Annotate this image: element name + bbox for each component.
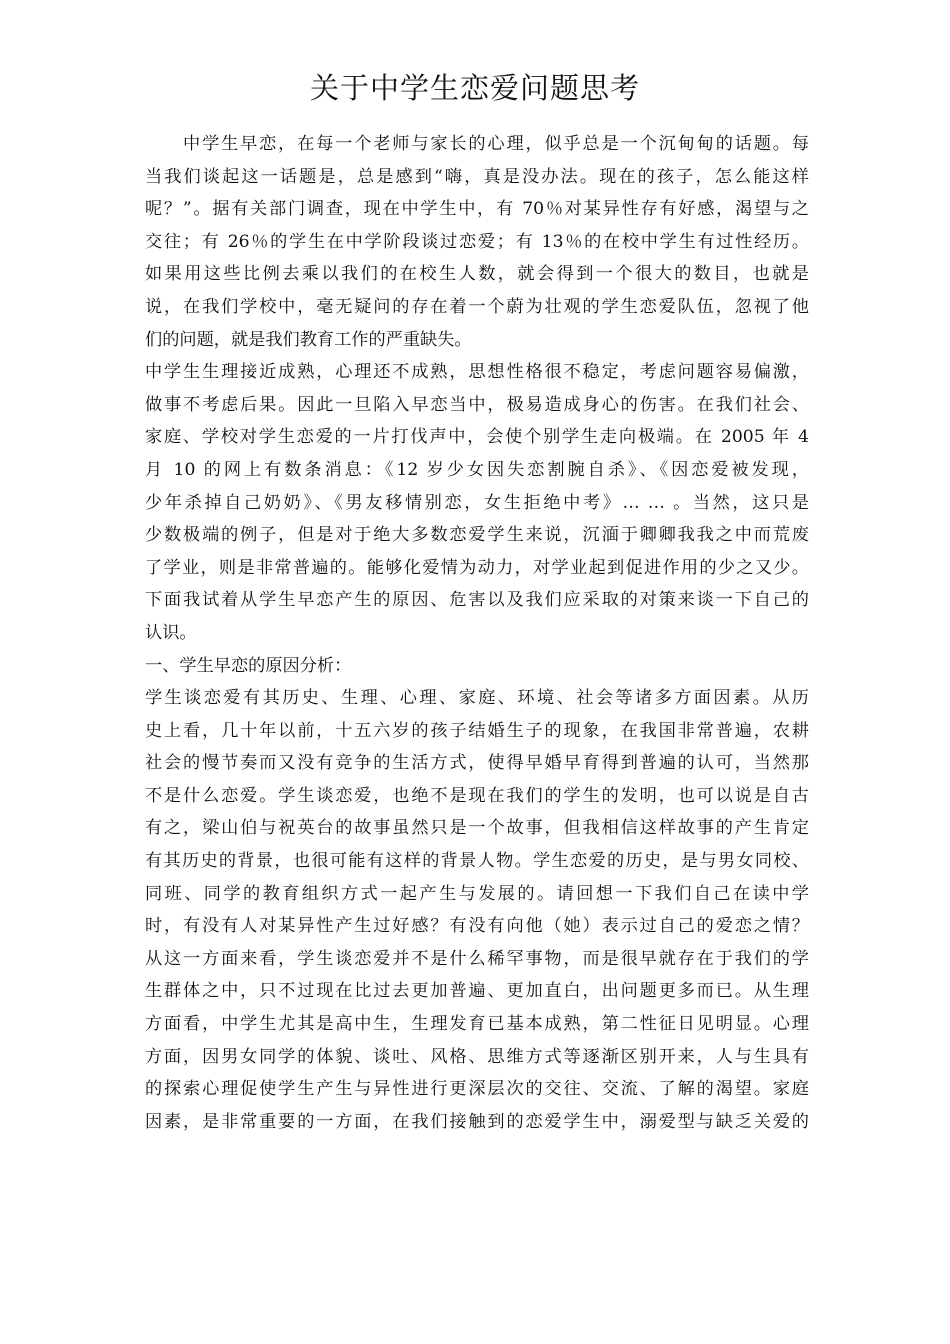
text-line: 下面我试着从学生早恋产生的原因、危害以及我们应采取的对策来谈一下自己的 [145, 590, 809, 611]
text-line: 方面，因男女同学的体貌、谈吐、风格、思维方式等逐渐区别开来，人与生具有 [145, 1046, 809, 1067]
text-line: 史上看，几十年以前，十五六岁的孩子结婚生子的现象，在我国非常普遍，农耕 [145, 720, 809, 741]
text-line: 不是什么恋爱。学生谈恋爱，也绝不是现在我们的学生的发明，也可以说是自古 [145, 785, 809, 806]
text-line: 做事不考虑后果。因此一旦陷入早恋当中，极易造成身心的伤害。在我们社会、 [145, 394, 809, 415]
text-line: 因素，是非常重要的一方面，在我们接触到的恋爱学生中，溺爱型与缺乏关爱的 [145, 1111, 809, 1132]
text-line: 少数极端的例子，但是对于绝大多数恋爱学生来说，沉湎于卿卿我我之中而荒废 [145, 525, 809, 546]
text-line: 学生谈恋爱有其历史、生理、心理、家庭、环境、社会等诸多方面因素。从历 [145, 688, 809, 709]
document-body [145, 128, 809, 1138]
text-line: 从这一方面来看，学生谈恋爱并不是什么稀罕事物，而是很早就存在于我们的学 [145, 948, 809, 969]
text-line: 呢？”。据有关部门调查，现在中学生中，有 70％对某异性存有好感，渴望与之 [145, 199, 809, 220]
text-line: 如果用这些比例去乘以我们的在校生人数，就会得到一个很大的数目，也就是 [145, 264, 809, 285]
text-line: 有之，梁山伯与祝英台的故事虽然只是一个故事，但我相信这样故事的产生肯定 [145, 818, 809, 839]
text-line: 方面看，中学生尤其是高中生，生理发育已基本成熟，第二性征日见明显。心理 [145, 1014, 809, 1035]
text-line: 同班、同学的教育组织方式一起产生与发展的。请回想一下我们自己在读中学 [145, 883, 809, 904]
text-line: 说，在我们学校中，毫无疑问的存在着一个蔚为壮观的学生恋爱队伍，忽视了他 [145, 296, 809, 317]
text-line: 中学生早恋，在每一个老师与家长的心理，似乎总是一个沉甸甸的话题。每 [145, 134, 809, 154]
section-heading: 一、学生早恋的原因分析： [145, 655, 352, 676]
text-line: 们的问题，就是我们教育工作的严重缺失。 [145, 329, 472, 350]
text-line: 了学业，则是非常普遍的。能够化爱情为动力，对学业起到促进作用的少之又少。 [145, 557, 809, 578]
text-line: 有其历史的背景，也很可能有这样的背景人物。学生恋爱的历史，是与男女同校、 [145, 851, 809, 872]
text-line: 月 10 的网上有数条消息：《12 岁少女因失恋割腕自杀》、《因恋爱被发现， [145, 459, 809, 480]
text-line: 时，有没有人对某异性产生过好感？有没有向他（她）表示过自己的爱恋之情？ [145, 916, 809, 937]
text-line: 交往；有 26％的学生在中学阶段谈过恋爱；有 13％的在校中学生有过性经历。 [145, 231, 809, 252]
document-title: 关于中学生恋爱问题思考 [309, 71, 640, 105]
text-line: 少年杀掉自己奶奶》、《男友移情别恋，女生拒绝中考》… … 。当然，这只是 [145, 492, 809, 513]
text-line: 生群体之中，只不过现在比过去更加普遍、更加直白，出问题更多而已。从生理 [145, 981, 809, 1002]
text-line: 当我们谈起这一话题是，总是感到“嗨，真是没办法。现在的孩子，怎么能这样 [145, 166, 809, 187]
text-line: 的探索心理促使学生产生与异性进行更深层次的交往、交流、了解的渴望。家庭 [145, 1079, 809, 1100]
text-line: 家庭、学校对学生恋爱的一片打伐声中，会使个别学生走向极端。在 2005 年 4 [145, 427, 809, 448]
text-line: 认识。 [145, 622, 197, 643]
text-line: 社会的慢节奏而又没有竞争的生活方式，使得早婚早育得到普遍的认可，当然那 [145, 753, 809, 774]
text-line: 中学生生理接近成熟，心理还不成熟，思想性格很不稳定，考虑问题容易偏激， [145, 362, 809, 383]
